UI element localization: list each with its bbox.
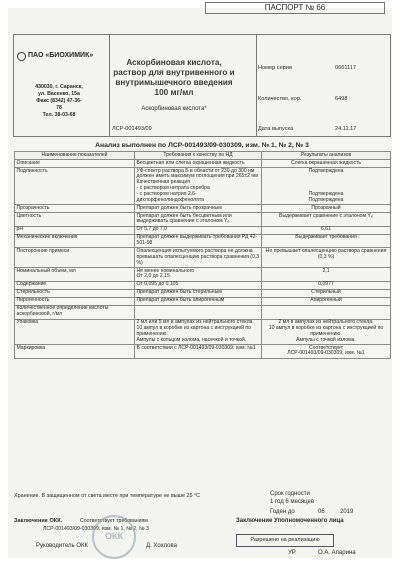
expiry-year: 2019 (340, 509, 354, 515)
column-header: Наименование показателей (15, 152, 135, 160)
parameter-name-cell: Описание (15, 159, 135, 167)
company-logo-icon (17, 52, 26, 61)
result-cell: Не превышает опалесценцию раствора сравнения (0,3 %) (262, 248, 391, 268)
passport-number: ПАСПОРТ № 66 (205, 2, 385, 14)
quality-table (14, 151, 391, 359)
table-row (15, 344, 391, 358)
company-name: ПАО «БИОХИМИК» (28, 52, 94, 59)
expiry-month: 06 (318, 509, 325, 515)
expiry-label: Годен до (270, 509, 295, 515)
okk-conclusion-title: Заключение ОКК. (14, 518, 63, 524)
result-cell: Апирогенный (262, 297, 391, 305)
table-row (15, 204, 391, 212)
parameter-name-cell: Содержание (15, 281, 135, 289)
okk-head-name: Д. Хохлова (146, 543, 177, 549)
result-cell: Выдерживает сравнение с эталоном Y₆ (262, 212, 391, 226)
result-cell: 2 мл в ампулах из нейтрального стекла. 10 ампул в коробке из картона с инструкцией по применению. Ампулы с точкой излома. (262, 319, 391, 344)
column-header: Результаты анализов (262, 152, 391, 160)
parameter-name-cell: pH (15, 226, 135, 234)
table-row (15, 248, 391, 268)
requirement-cell: От 5,7 до 7,0 (135, 226, 262, 234)
requirement-cell: В соответствии с ЛСР-001493/09-030309, изм. №1 (135, 344, 262, 358)
table-row (15, 297, 391, 305)
parameter-name-cell: Количественное определение кислоты аскорбиновой, г/мл (15, 305, 135, 319)
requirement-cell: Бесцветная или слегка окрашенная жидкость (135, 159, 262, 167)
table-row (15, 167, 391, 204)
quantity-label: Количество, кор. (258, 96, 302, 102)
parameter-name-cell: Стерильность (15, 289, 135, 297)
okk-reference: ЛСР-001493/09-030309, изм. № 1, № 2, № 3 (43, 526, 149, 532)
okk-conclusion-text: Соответствует требованиям (80, 518, 148, 524)
product-title-line: внутримышечного введения (115, 78, 233, 87)
parameter-name-cell: Номинальный объем, мл (15, 268, 135, 282)
table-row (15, 234, 391, 248)
requirement-cell (135, 305, 262, 319)
header-divider (109, 35, 110, 136)
product-title-line: раствор для внутривенного и (113, 68, 235, 77)
header-divider (256, 35, 257, 136)
analysis-title: Анализ выполнен по ЛСР-001493/09-030309, изм. № 1, № 2, № 3 (95, 142, 309, 149)
table-row (15, 305, 391, 319)
parameter-name-cell: Пирогенность (15, 297, 135, 305)
requirement-cell: УФ-спектр раствора Б в области от 230 до 300 нм должен иметь максимум поглощения при 265±2 нм Качественная реакция - с раствором нитрата серебра - с раствором натрия 2,6-дихлорфенолиндофенолята (135, 167, 262, 204)
quantity-value: 6498 (335, 96, 348, 102)
parameter-name-cell: Подлинность (15, 167, 135, 204)
parameter-name-cell: Упаковка (15, 319, 135, 344)
result-cell: Прозрачный (262, 204, 391, 212)
authorized-person-label: УР (288, 550, 296, 556)
shelf-life-label: Срок годности (270, 491, 310, 497)
address-line: Тел. 38-03-68 (42, 112, 76, 118)
requirement-cell: От 0,095 до 0,105 (135, 281, 262, 289)
requirement-cell: Препарат должен выдерживать требования РД 42-501-98 (135, 234, 262, 248)
table-row (15, 159, 391, 167)
result-cell: Слегка окрашенная жидкость (262, 159, 391, 167)
result-cell: 0,0977 (262, 281, 391, 289)
table-row (15, 212, 391, 226)
okk-head-label: Руководитель ОКК (36, 543, 88, 549)
table-row (15, 226, 391, 234)
shelf-life-value: 1 год 6 месяцев (270, 499, 315, 505)
result-cell: 2,1 (262, 268, 391, 282)
parameter-name-cell: Механические включения (15, 234, 135, 248)
authorized-person-name: О.А. Апарина (318, 550, 356, 556)
table-header-row (15, 152, 391, 160)
result-cell: 6,61 (262, 226, 391, 234)
okk-stamp-icon (92, 515, 136, 559)
result-cell (262, 305, 391, 319)
product-subtitle: Аскорбиновая кислота* (141, 106, 207, 112)
address-line: Факс (8342) 47-36-78 (36, 98, 82, 111)
requirement-cell: Препарат должен быть стерильным (135, 289, 262, 297)
parameter-name-cell: Посторонние примеси (15, 248, 135, 268)
requirement-cell: Препарат должен быть апирогенным (135, 297, 262, 305)
address-line: ул. Васенко, 15а (38, 91, 80, 97)
product-registration: ЛСР-001493/09 (112, 126, 152, 132)
parameter-name-cell: Цветность (15, 212, 135, 226)
release-date-value: 24.11.17 (335, 126, 357, 132)
parameter-name-cell: Маркировка (15, 344, 135, 358)
product-title-line: Аскорбиновая кислота, (126, 58, 222, 67)
product-title (112, 58, 236, 98)
series-value: 0661117 (335, 65, 356, 71)
okk-stamp-label: ОКК (105, 531, 123, 541)
requirement-cell: 2 мл или 5 мл в ампулах из нейтрального стекла. 10 ампул в коробке из картона с инструкцией по применению. Ампулы с кольцом излома, насечкой и точкой. (135, 319, 262, 344)
requirement-cell: Опалесценция испытуемого раствора не должна превышать опалесценцию раствора сравнения (0,3 %) (135, 248, 262, 268)
requirement-cell: Не менее номинального От 2,0 до 2,15 (135, 268, 262, 282)
series-label: Номер серии (258, 65, 293, 71)
address-line: 430030, г. Саранск, (35, 84, 83, 90)
column-header: Требования к качеству по НД (135, 152, 262, 160)
company-address (35, 84, 83, 119)
product-title-line: 100 мг/мл (154, 88, 194, 97)
result-cell: Стерильный (262, 289, 391, 297)
authorized-person-title: Заключение Уполномоченного лица (236, 518, 344, 524)
result-cell: Соответствует ЛСР-001493/09-030309, изм. №1 (262, 344, 391, 358)
parameter-name-cell: Прозрачность (15, 204, 135, 212)
result-cell: Подтверждена Подтверждена Подтверждена (262, 167, 391, 204)
requirement-cell: Препарат должен быть бесцветным или выдерживать сравнение с эталоном Y₆ (135, 212, 262, 226)
table-row (15, 268, 391, 282)
requirement-cell: Препарат должен быть прозрачным (135, 204, 262, 212)
result-cell: Выдерживает требования (262, 234, 391, 248)
release-date-label: Дата выпуска (258, 126, 294, 132)
storage-conditions: Хранение. В защищенном от света месте при температуре не выше 25 °С (14, 493, 201, 499)
table-row (15, 319, 391, 344)
release-stamp: Разрешено на реализацию (236, 534, 334, 547)
